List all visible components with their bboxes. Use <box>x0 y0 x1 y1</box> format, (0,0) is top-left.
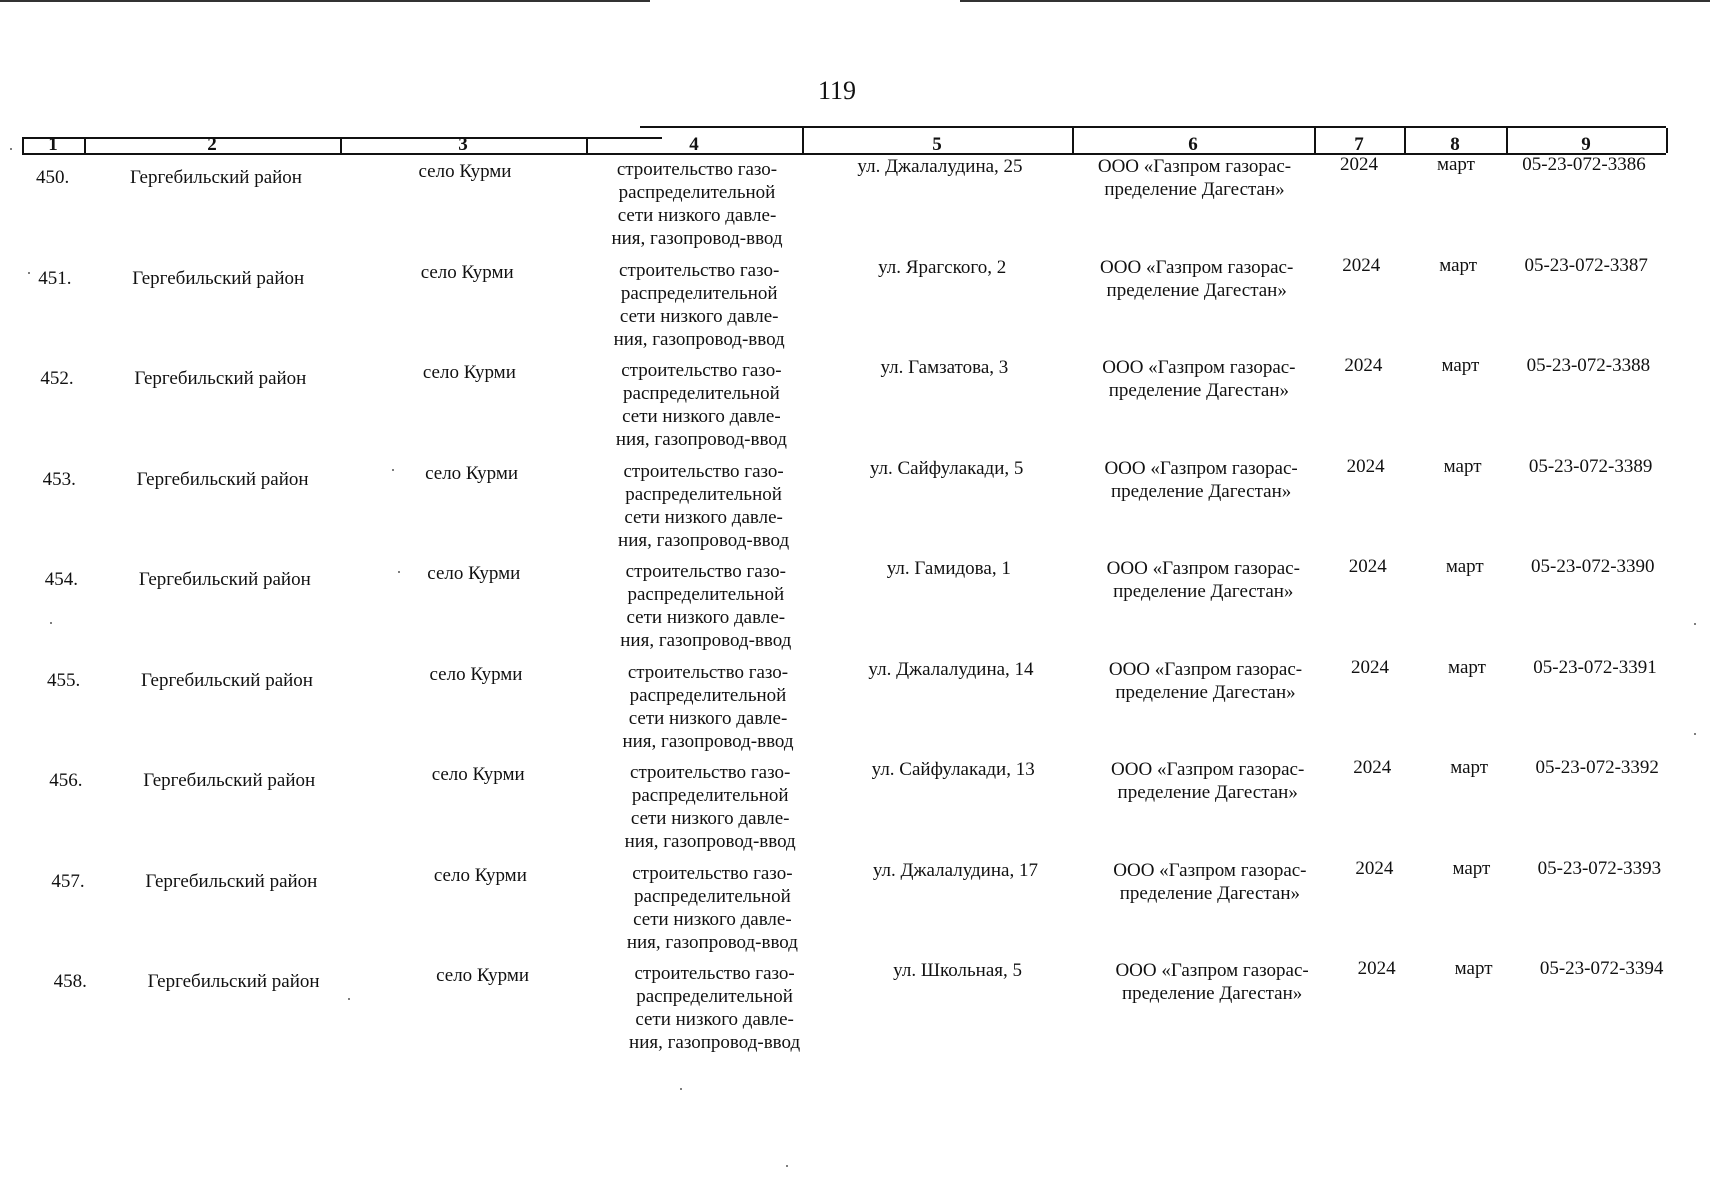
row-work-line: распределительной <box>634 885 791 907</box>
column-header-6: 6 <box>1188 134 1198 155</box>
row-object-code: 05-23-072-3394 <box>1539 958 1664 979</box>
row-month: март <box>1450 757 1489 778</box>
scan-speck <box>50 622 52 624</box>
row-month: март <box>1441 355 1480 376</box>
scan-speck <box>392 469 394 471</box>
row-district: Гергебильский район <box>138 569 311 590</box>
column-header-8: 8 <box>1450 134 1460 155</box>
row-work-line: ния, газопровод-ввод <box>618 529 790 551</box>
column-header-1: 1 <box>48 134 58 155</box>
row-settlement: село Курми <box>425 462 519 484</box>
row-address: ул. Гамидова, 1 <box>886 558 1011 579</box>
row-month: март <box>1443 455 1482 477</box>
row-work-line: сети низкого давле- <box>619 305 779 327</box>
row-work-line: строительство газо- <box>627 661 789 683</box>
column-header-4: 4 <box>689 134 699 155</box>
row-work-line: распределительной <box>627 584 785 605</box>
row-organization-line: ООО «Газпром газорас- <box>1100 256 1294 278</box>
row-work-line: сети низкого давле- <box>622 406 781 427</box>
column-header-5: 5 <box>932 134 942 155</box>
row-work-line: ния, газопровод-ввод <box>624 831 796 852</box>
row-work-line: строительство газо- <box>616 159 778 180</box>
row-work-line: строительство газо- <box>634 963 795 984</box>
scan-speck <box>1694 733 1696 735</box>
row-object-code: 05-23-072-3388 <box>1526 355 1651 376</box>
row-month: март <box>1448 656 1486 678</box>
row-address: ул. Гамзатова, 3 <box>880 357 1009 378</box>
column-header-9: 9 <box>1581 134 1591 155</box>
row-month: март <box>1452 857 1491 879</box>
row-object-code: 05-23-072-3393 <box>1537 857 1662 879</box>
scan-speck <box>28 272 30 274</box>
row-number: 453. <box>42 468 76 490</box>
page-number: 119 <box>817 76 857 105</box>
row-work-line: строительство газо- <box>632 862 793 884</box>
row-object-code: 05-23-072-3386 <box>1522 154 1646 175</box>
row-organization-line: пределение Дагестан» <box>1115 681 1296 703</box>
row-organization-line: пределение Дагестан» <box>1119 882 1301 904</box>
column-header-7: 7 <box>1354 134 1364 155</box>
row-organization-line: ООО «Газпром газорас- <box>1108 658 1303 680</box>
row-organization-line: пределение Дагестан» <box>1106 279 1287 301</box>
header-top-rule <box>640 126 1666 128</box>
header-column-divider <box>1666 128 1668 153</box>
row-address: ул. Ярагского, 2 <box>878 256 1007 278</box>
row-work-line: распределительной <box>631 785 789 806</box>
scan-top-edge <box>0 0 650 2</box>
row-work-line: распределительной <box>620 282 778 304</box>
row-year: 2024 <box>1357 958 1396 979</box>
row-district: Гергебильский район <box>145 870 318 892</box>
row-year: 2024 <box>1344 355 1383 376</box>
row-work-line: строительство газо- <box>623 460 784 482</box>
row-work-line: распределительной <box>636 986 793 1007</box>
row-address: ул. Джалалудина, 14 <box>868 658 1034 680</box>
scan-speck <box>398 571 400 573</box>
row-district: Гергебильский район <box>143 770 316 791</box>
scan-top-edge <box>960 0 1710 2</box>
row-organization-line: пределение Дагестан» <box>1113 581 1294 602</box>
row-year: 2024 <box>1353 757 1392 778</box>
row-object-code: 05-23-072-3391 <box>1533 656 1657 678</box>
scan-speck <box>10 148 12 150</box>
row-district: Гергебильский район <box>134 368 307 389</box>
row-work-line: сети низкого давле- <box>617 205 777 226</box>
row-year: 2024 <box>1351 656 1389 678</box>
row-work-line: сети низкого давле- <box>624 506 783 528</box>
row-number: 451. <box>38 267 72 289</box>
row-work-line: распределительной <box>629 684 787 706</box>
row-work-line: сети низкого давле- <box>630 808 790 829</box>
row-year: 2024 <box>1355 857 1394 879</box>
row-number: 457. <box>51 870 85 892</box>
row-year: 2024 <box>1342 254 1381 276</box>
row-settlement: село Курми <box>436 965 530 986</box>
row-address: ул. Школьная, 5 <box>893 960 1022 981</box>
row-work-line: ния, газопровод-ввод <box>626 931 798 953</box>
row-year: 2024 <box>1346 455 1385 477</box>
row-district: Гергебильский район <box>147 971 320 992</box>
row-organization-line: ООО «Газпром газорас- <box>1102 357 1296 378</box>
row-object-code: 05-23-072-3389 <box>1528 455 1653 477</box>
row-address: ул. Джалалудина, 17 <box>872 859 1038 881</box>
row-year: 2024 <box>1348 556 1387 577</box>
row-organization-line: пределение Дагестан» <box>1110 480 1292 502</box>
row-work-line: ния, газопровод-ввод <box>622 730 794 752</box>
column-header-3: 3 <box>458 134 468 155</box>
row-work-line: ния, газопровод-ввод <box>620 630 792 651</box>
row-number: 456. <box>49 770 83 791</box>
row-year: 2024 <box>1340 154 1378 175</box>
row-work-line: сети низкого давле- <box>633 908 792 930</box>
row-address: ул. Джалалудина, 25 <box>857 156 1023 177</box>
row-settlement: село Курми <box>427 563 521 584</box>
row-number: 450. <box>36 167 70 188</box>
row-settlement: село Курми <box>429 663 523 685</box>
row-object-code: 05-23-072-3392 <box>1535 757 1659 778</box>
row-organization-line: ООО «Газпром газорас- <box>1097 156 1292 177</box>
row-settlement: село Курми <box>431 764 525 785</box>
row-work-line: распределительной <box>625 483 782 505</box>
row-work-line: строительство газо- <box>619 259 780 281</box>
row-number: 454. <box>44 569 79 590</box>
row-month: март <box>1454 958 1493 979</box>
row-district: Гергебильский район <box>132 267 305 289</box>
scan-speck <box>348 998 350 1000</box>
row-settlement: село Курми <box>422 362 516 383</box>
row-organization-line: пределение Дагестан» <box>1104 179 1285 200</box>
row-number: 452. <box>40 368 74 389</box>
row-work-line: строительство газо- <box>630 762 791 783</box>
row-district: Гергебильский район <box>136 468 309 490</box>
row-work-line: распределительной <box>618 182 776 203</box>
row-address: ул. Сайфулакади, 5 <box>869 457 1024 479</box>
row-work-line: сети низкого давле- <box>628 707 788 729</box>
scan-speck <box>1694 623 1696 625</box>
row-settlement: село Курми <box>420 261 514 283</box>
row-work-line: распределительной <box>623 383 780 404</box>
row-district: Гергебильский район <box>130 167 302 188</box>
scan-speck <box>786 1165 788 1167</box>
row-work-line: строительство газо- <box>621 360 782 381</box>
row-month: март <box>1445 556 1484 577</box>
row-district: Гергебильский район <box>141 669 313 691</box>
row-number: 458. <box>53 971 87 992</box>
row-month: март <box>1437 154 1475 175</box>
row-work-line: сети низкого давле- <box>626 607 786 628</box>
row-work-line: сети низкого давле- <box>635 1009 794 1030</box>
row-object-code: 05-23-072-3390 <box>1531 556 1655 577</box>
column-header-2: 2 <box>207 134 217 155</box>
row-work-line: ния, газопровод-ввод <box>611 228 783 249</box>
row-settlement: село Курми <box>433 864 527 886</box>
row-work-line: ния, газопровод-ввод <box>613 328 785 350</box>
row-address: ул. Сайфулакади, 13 <box>871 759 1035 780</box>
row-organization-line: пределение Дагестан» <box>1108 380 1290 401</box>
row-work-line: строительство газо- <box>625 561 786 582</box>
row-organization-line: ООО «Газпром газорас- <box>1106 558 1300 579</box>
row-month: март <box>1439 254 1478 276</box>
scan-speck <box>680 1088 682 1090</box>
row-number: 455. <box>47 669 81 691</box>
row-organization-line: ООО «Газпром газорас- <box>1104 457 1298 479</box>
row-organization-line: ООО «Газпром газорас- <box>1115 960 1309 981</box>
row-work-line: ния, газопровод-ввод <box>615 429 787 450</box>
row-object-code: 05-23-072-3387 <box>1524 254 1648 276</box>
row-work-line: ния, газопровод-ввод <box>629 1032 801 1053</box>
row-organization-line: пределение Дагестан» <box>1121 983 1303 1004</box>
row-organization-line: ООО «Газпром газорас- <box>1111 759 1305 780</box>
row-settlement: село Курми <box>418 161 512 182</box>
row-organization-line: ООО «Газпром газорас- <box>1113 859 1307 881</box>
row-organization-line: пределение Дагестан» <box>1117 782 1298 803</box>
